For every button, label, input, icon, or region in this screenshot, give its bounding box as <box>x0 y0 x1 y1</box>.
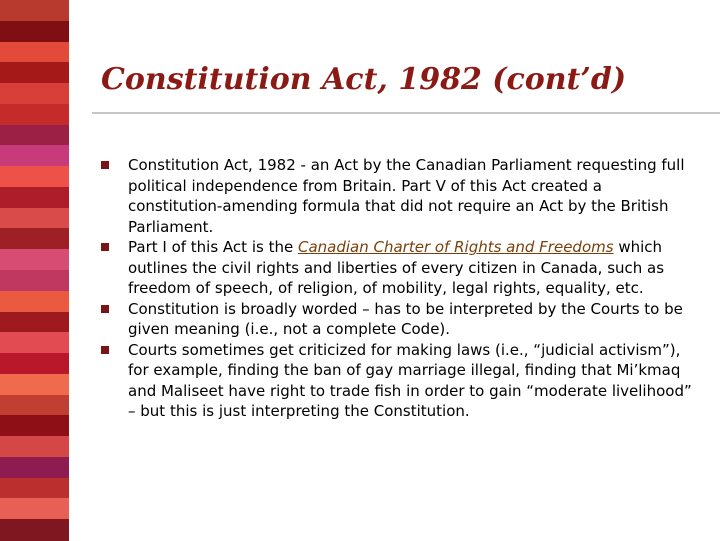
strip-block <box>0 436 69 458</box>
strip-block <box>0 125 69 147</box>
strip-block <box>0 145 69 167</box>
strip-block <box>0 312 69 334</box>
title-underline <box>92 112 720 114</box>
strip-block <box>0 228 69 250</box>
strip-block <box>0 374 69 396</box>
bullet-text-suffix: which outlines the civil rights and liberties of every citizen in Canada, such as freedom of speech, of religion, of mobility, legal rights, equality, etc. <box>128 238 665 297</box>
strip-block <box>0 104 69 126</box>
bullet-list <box>101 155 697 422</box>
slide-title: Constitution Act, 1982 (cont’d) <box>101 62 627 97</box>
strip-block <box>0 332 69 354</box>
strip-block <box>0 62 69 84</box>
strip-block <box>0 519 69 541</box>
square-bullet-icon <box>101 243 109 251</box>
strip-block <box>0 415 69 437</box>
bullet-item <box>101 299 697 340</box>
strip-block <box>0 187 69 209</box>
bullet-text <box>128 237 697 299</box>
strip-block <box>0 83 69 105</box>
bullet-text: Constitution Act, 1982 - an Act by the Canadian Parliament requesting full political independence from Britain. Part V of this Act created a constitution-amending formula that did not require an Act by the British Parliament. <box>128 156 685 236</box>
charter-link[interactable]: Canadian Charter of Rights and Freedoms <box>297 238 614 256</box>
strip-block <box>0 498 69 520</box>
square-bullet-icon <box>101 346 109 354</box>
strip-block <box>0 457 69 479</box>
square-bullet-icon <box>101 305 109 313</box>
strip-block <box>0 395 69 417</box>
strip-block <box>0 249 69 271</box>
strip-block <box>0 0 69 22</box>
bullet-item <box>101 237 697 299</box>
bullet-text-prefix: Part I of this Act is the <box>128 238 298 256</box>
strip-block <box>0 270 69 292</box>
strip-block <box>0 21 69 43</box>
strip-block <box>0 42 69 64</box>
strip-block <box>0 353 69 375</box>
bullet-text: Constitution is broadly worded – has to be interpreted by the Courts to be given meaning (i.e., not a complete Code). <box>128 299 683 338</box>
strip-block <box>0 208 69 230</box>
bullet-item <box>101 155 697 237</box>
decorative-left-strip <box>0 0 69 540</box>
bullet-text: Courts sometimes get criticized for making laws (i.e., “judicial activism”), for example, finding the ban of gay marriage illegal, finding that Mi’kmaq and Maliseet have right to trade fish in order to gain “moderate livelihood” – but this is just interpreting the Constitution. <box>128 340 692 420</box>
bullet-item <box>101 340 697 422</box>
strip-block <box>0 166 69 188</box>
square-bullet-icon <box>101 161 109 169</box>
strip-block <box>0 291 69 313</box>
strip-block <box>0 478 69 500</box>
